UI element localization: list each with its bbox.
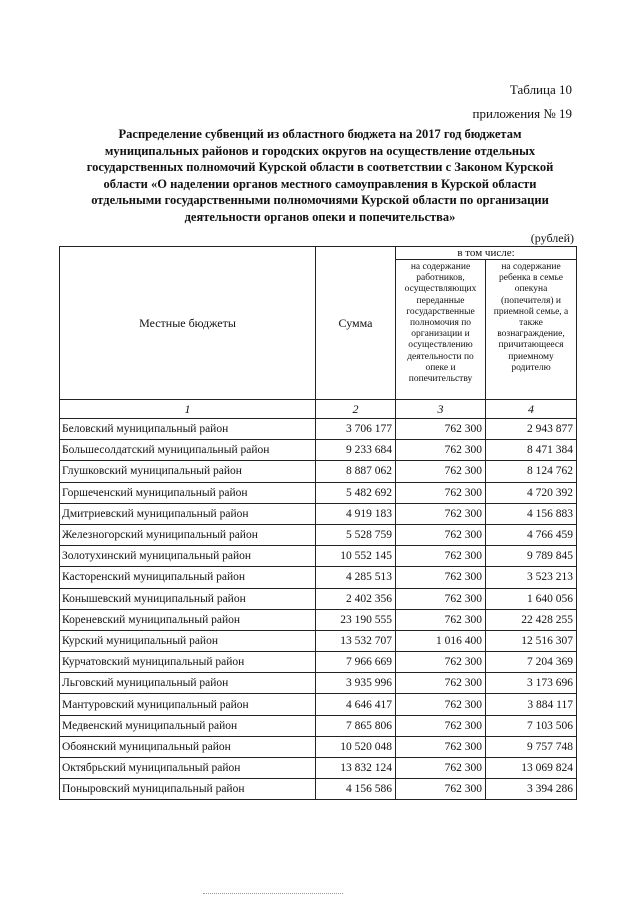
staff-amount: 762 300 (396, 758, 486, 779)
staff-amount: 762 300 (396, 588, 486, 609)
child-amount: 9 757 748 (486, 736, 577, 757)
district-name: Горшеченский муниципальный район (60, 482, 316, 503)
child-amount: 12 516 307 (486, 630, 577, 651)
table-row (60, 652, 577, 673)
staff-amount: 762 300 (396, 482, 486, 503)
table-row (60, 524, 577, 545)
table-row (60, 588, 577, 609)
header-sum: Сумма (316, 247, 396, 400)
total-sum: 4 919 183 (316, 503, 396, 524)
staff-amount: 762 300 (396, 779, 486, 800)
staff-amount: 762 300 (396, 440, 486, 461)
district-name: Золотухинский муниципальный район (60, 546, 316, 567)
child-amount: 4 156 883 (486, 503, 577, 524)
table-row (60, 461, 577, 482)
district-name: Курчатовский муниципальный район (60, 652, 316, 673)
total-sum: 10 520 048 (316, 736, 396, 757)
total-sum: 7 966 669 (316, 652, 396, 673)
total-sum: 8 887 062 (316, 461, 396, 482)
total-sum: 7 865 806 (316, 715, 396, 736)
child-amount: 4 720 392 (486, 482, 577, 503)
child-amount: 3 523 213 (486, 567, 577, 588)
district-name: Касторенский муниципальный район (60, 567, 316, 588)
total-sum: 4 646 417 (316, 694, 396, 715)
total-sum: 4 285 513 (316, 567, 396, 588)
total-sum: 5 528 759 (316, 524, 396, 545)
staff-amount: 762 300 (396, 715, 486, 736)
child-amount: 1 640 056 (486, 588, 577, 609)
staff-amount: 762 300 (396, 567, 486, 588)
child-amount: 8 471 384 (486, 440, 577, 461)
total-sum: 10 552 145 (316, 546, 396, 567)
child-amount: 22 428 255 (486, 609, 577, 630)
table-row (60, 630, 577, 651)
child-amount: 4 766 459 (486, 524, 577, 545)
district-name: Медвенский муниципальный район (60, 715, 316, 736)
district-name: Курский муниципальный район (60, 630, 316, 651)
staff-amount: 762 300 (396, 546, 486, 567)
district-name: Беловский муниципальный район (60, 419, 316, 440)
child-amount: 3 884 117 (486, 694, 577, 715)
child-amount: 8 124 762 (486, 461, 577, 482)
district-name: Обоянский муниципальный район (60, 736, 316, 757)
header-staff-maintenance: на содержание работников, осуществляющих переданные государственные полномочия по организации и осуществлению деятельности по опеке и попечительству (396, 260, 486, 400)
total-sum: 2 402 356 (316, 588, 396, 609)
table-row (60, 609, 577, 630)
staff-amount: 762 300 (396, 609, 486, 630)
child-amount: 3 173 696 (486, 673, 577, 694)
table-row (60, 546, 577, 567)
district-name: Глушковский муниципальный район (60, 461, 316, 482)
staff-amount: 1 016 400 (396, 630, 486, 651)
child-amount: 2 943 877 (486, 419, 577, 440)
column-number: 4 (486, 400, 577, 419)
column-number: 3 (396, 400, 486, 419)
staff-amount: 762 300 (396, 736, 486, 757)
footer-scan-marks (203, 893, 343, 896)
total-sum: 9 233 684 (316, 440, 396, 461)
unit-label: (рублей) (530, 231, 574, 245)
total-sum: 3 935 996 (316, 673, 396, 694)
staff-amount: 762 300 (396, 524, 486, 545)
total-sum: 3 706 177 (316, 419, 396, 440)
district-name: Льговский муниципальный район (60, 673, 316, 694)
child-amount: 13 069 824 (486, 758, 577, 779)
table-row (60, 482, 577, 503)
table-row (60, 440, 577, 461)
table-number: Таблица 10 (509, 82, 572, 97)
district-name: Конышевский муниципальный район (60, 588, 316, 609)
district-name: Октябрьский муниципальный район (60, 758, 316, 779)
appendix-number: приложения № 19 (472, 106, 572, 121)
staff-amount: 762 300 (396, 461, 486, 482)
table-row (60, 736, 577, 757)
staff-amount: 762 300 (396, 694, 486, 715)
staff-amount: 762 300 (396, 419, 486, 440)
table-row (60, 419, 577, 440)
table-row (60, 694, 577, 715)
header-child-maintenance: на содержание ребенка в семье опекуна (попечителя) и приемной семье, а также вознаграждение, причитающееся приемному родителю (486, 260, 577, 400)
total-sum: 23 190 555 (316, 609, 396, 630)
district-name: Железногорский муниципальный район (60, 524, 316, 545)
child-amount: 3 394 286 (486, 779, 577, 800)
document-title: Распределение субвенций из областного бюджета на 2017 год бюджетам муниципальных районов и городских округов на осуществление отдельных государственных полномочий Курской области в соответствии с Законом Курской области «О наделении органов местного самоуправления в Курской области отдельными государственными полномочиями Курской области по организации деятельности органов опеки и попечительства» (86, 127, 554, 224)
district-name: Дмитриевский муниципальный район (60, 503, 316, 524)
child-amount: 7 103 506 (486, 715, 577, 736)
table-row (60, 715, 577, 736)
district-name: Мантуровский муниципальный район (60, 694, 316, 715)
table-row (60, 758, 577, 779)
table-row (60, 673, 577, 694)
table-row (60, 503, 577, 524)
district-name: Поныровский муниципальный район (60, 779, 316, 800)
staff-amount: 762 300 (396, 673, 486, 694)
total-sum: 5 482 692 (316, 482, 396, 503)
district-name: Кореневский муниципальный район (60, 609, 316, 630)
total-sum: 13 832 124 (316, 758, 396, 779)
child-amount: 9 789 845 (486, 546, 577, 567)
table-row (60, 567, 577, 588)
column-number: 2 (316, 400, 396, 419)
header-local-budgets: Местные бюджеты (60, 247, 316, 400)
header-including: в том числе: (396, 247, 577, 260)
staff-amount: 762 300 (396, 503, 486, 524)
column-number: 1 (60, 400, 316, 419)
staff-amount: 762 300 (396, 652, 486, 673)
subsidy-table (59, 246, 577, 800)
total-sum: 4 156 586 (316, 779, 396, 800)
table-body (60, 419, 577, 800)
total-sum: 13 532 707 (316, 630, 396, 651)
table-row (60, 779, 577, 800)
district-name: Большесолдатский муниципальный район (60, 440, 316, 461)
child-amount: 7 204 369 (486, 652, 577, 673)
